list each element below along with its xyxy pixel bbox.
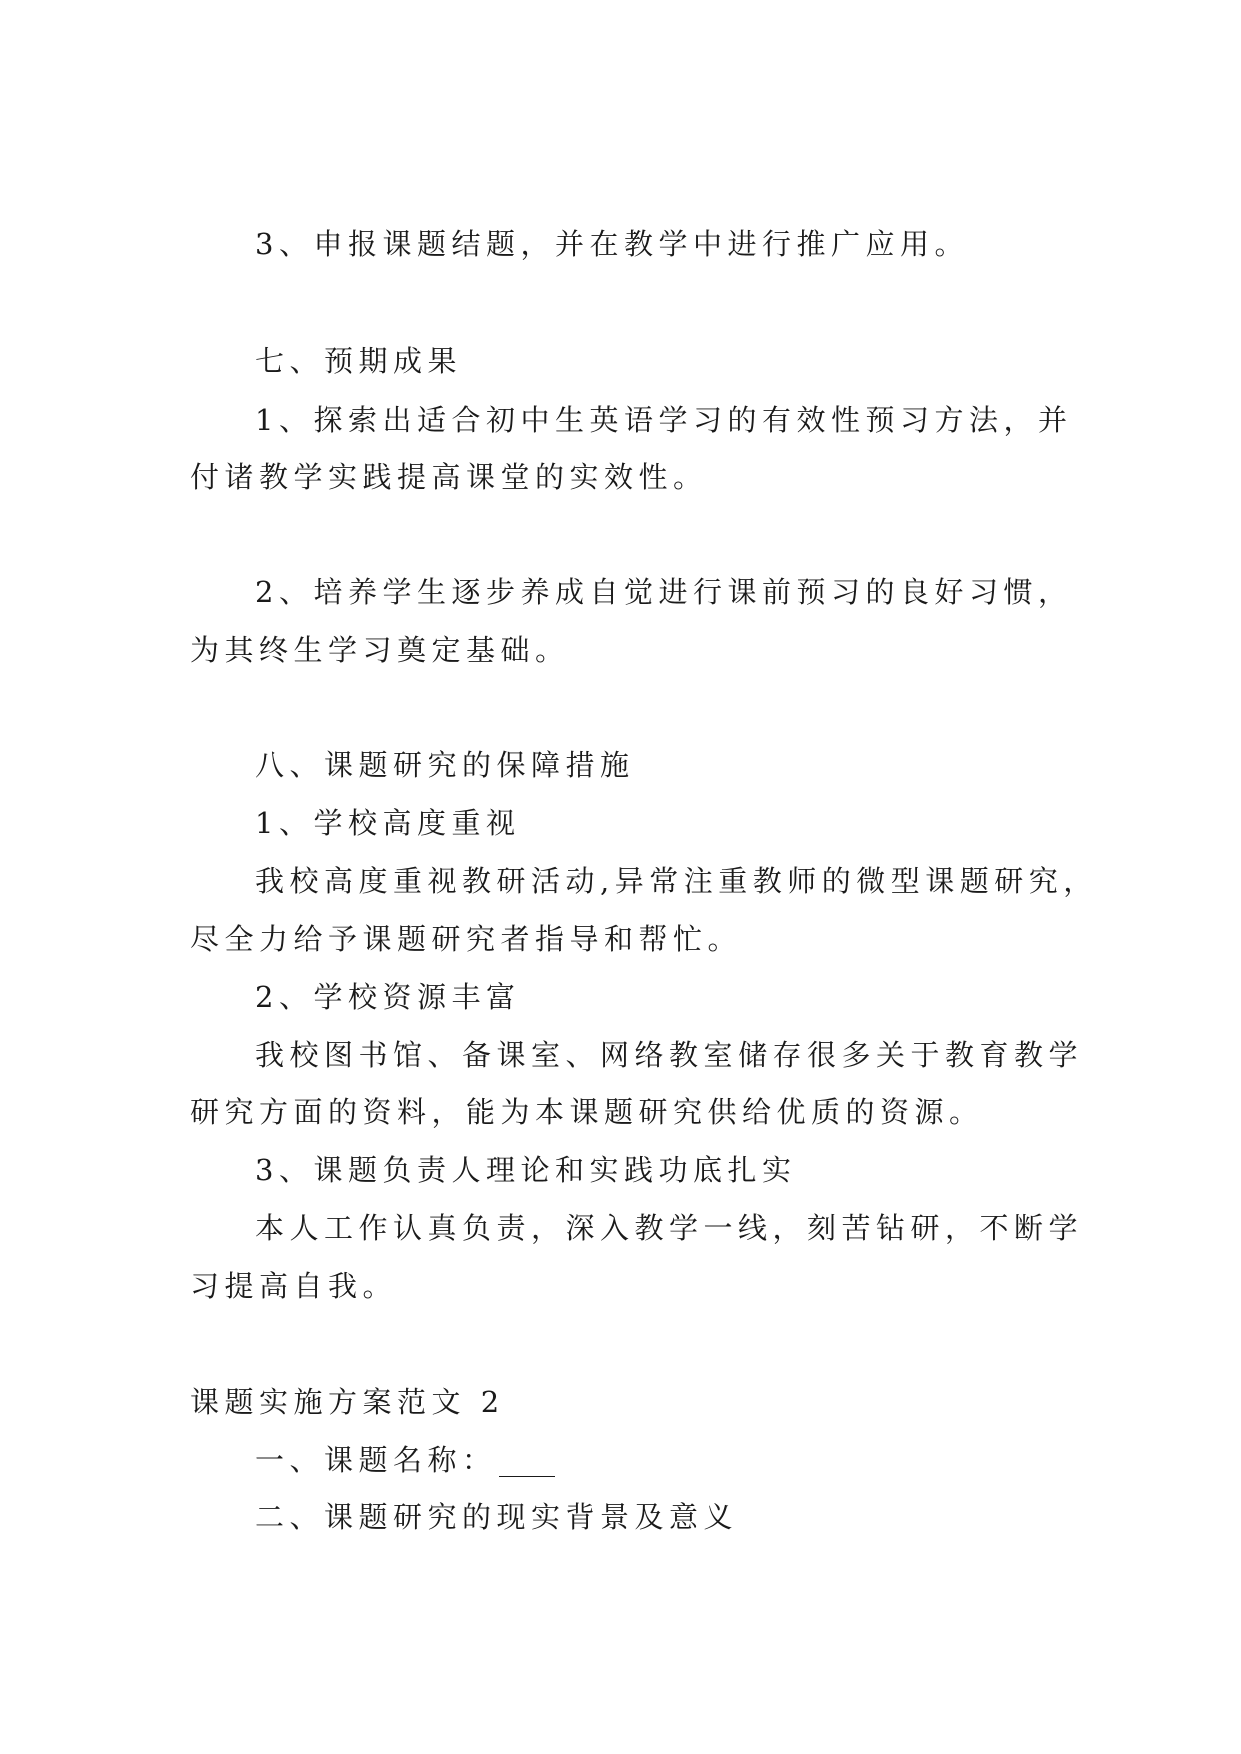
section-heading-safeguards: 八、课题研究的保障措施 <box>255 748 635 782</box>
paragraph-item-3-apply: 3、申报课题结题，并在教学中进行推广应用。 <box>255 227 969 261</box>
project-name-line <box>255 1440 555 1480</box>
subheading-school-resources: 2、学校资源丰富 <box>255 980 521 1014</box>
fill-in-blank <box>499 1476 555 1477</box>
subheading-lead-researcher: 3、课题负责人理论和实践功底扎实 <box>255 1153 797 1187</box>
paragraph-line: 研究方面的资料，能为本课题研究供给优质的资源。 <box>190 1095 984 1129</box>
paragraph-line: 2、培养学生逐步养成自觉进行课前预习的良好习惯， <box>255 575 1073 609</box>
paragraph-line: 我校高度重视教研活动,异常注重教师的微型课题研究， <box>255 864 1098 898</box>
subheading-school-attention: 1、学校高度重视 <box>255 806 521 840</box>
paragraph-line: 习提高自我。 <box>190 1269 398 1303</box>
paragraph-line: 付诸教学实践提高课堂的实效性。 <box>190 460 708 494</box>
paragraph-line: 1、探索出适合初中生英语学习的有效性预习方法，并 <box>255 403 1073 437</box>
section-heading-background: 二、课题研究的现实背景及意义 <box>255 1500 739 1534</box>
document-title-example-2: 课题实施方案范文 2 <box>190 1385 505 1419</box>
paragraph-line: 我校图书馆、备课室、网络教室储存很多关于教育教学 <box>255 1038 1084 1072</box>
section-heading-expected-results: 七、预期成果 <box>255 344 463 378</box>
paragraph-line: 为其终生学习奠定基础。 <box>190 633 570 667</box>
paragraph-line: 本人工作认真负责，深入教学一线，刻苦钻研，不断学 <box>255 1211 1084 1245</box>
project-name-label: 一、课题名称： <box>255 1443 497 1477</box>
paragraph-line: 尽全力给予课题研究者指导和帮忙。 <box>190 922 743 956</box>
